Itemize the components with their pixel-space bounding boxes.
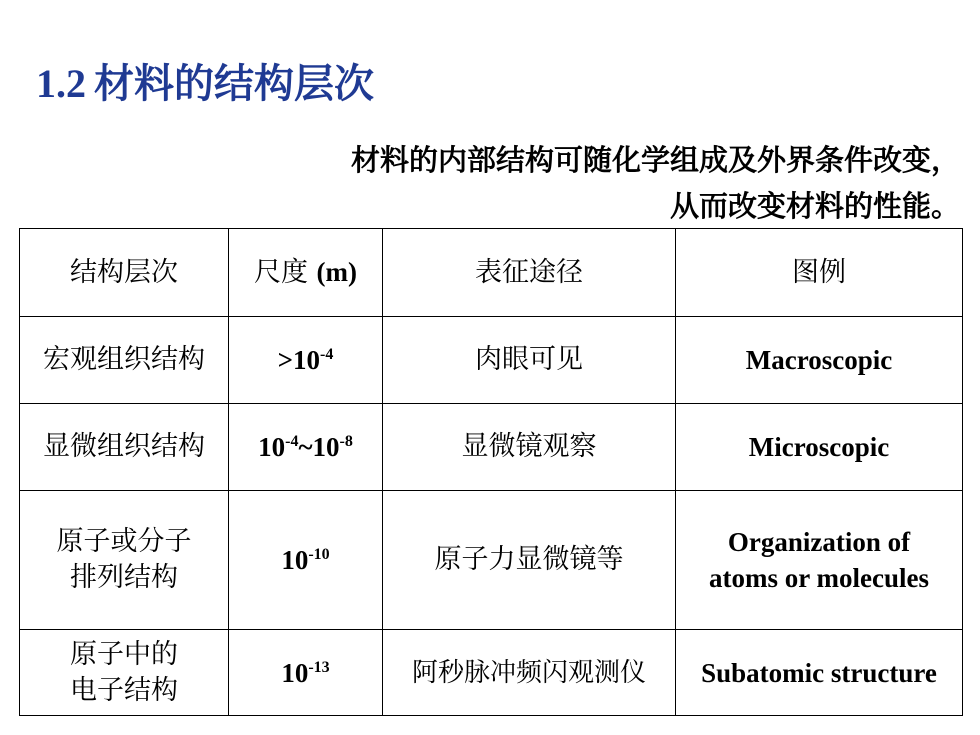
row-scale: $10^{-10}$ <box>229 491 383 630</box>
table-row <box>20 630 963 716</box>
header-scale-unit: (m) <box>316 257 358 287</box>
structure-levels-table <box>19 228 963 716</box>
row-level: 原子中的 电子结构 <box>20 630 229 716</box>
row-scale: $10^{-4}\sim 10^{-8}$ <box>229 404 383 491</box>
table-row <box>20 317 963 404</box>
table-row <box>20 404 963 491</box>
row-example: Organization of atoms or molecules <box>676 491 963 630</box>
row-scale: $10^{-13}$ <box>229 630 383 716</box>
row-scale: $>10^{-4}$ <box>229 317 383 404</box>
row-example: Macroscopic <box>676 317 963 404</box>
section-title: 材料的结构层次 <box>94 61 374 107</box>
row-example: Subatomic structure <box>676 630 963 716</box>
header-example: 图例 <box>676 229 963 317</box>
header-scale-label: 尺度 <box>253 257 308 288</box>
header-level: 结构层次 <box>20 229 229 317</box>
table-row <box>20 491 963 630</box>
table-header-row <box>20 229 963 317</box>
intro-line-1: 材料的内部结构可随化学组成及外界条件改变， <box>350 143 960 177</box>
row-method: 原子力显微镜等 <box>383 491 676 630</box>
row-method: 阿秒脉冲频闪观测仪 <box>383 630 676 716</box>
section-number: 1.2 <box>36 61 86 106</box>
row-method: 显微镜观察 <box>383 404 676 491</box>
row-example: Microscopic <box>676 404 963 491</box>
header-scale <box>229 229 383 317</box>
row-level: 原子或分子 排列结构 <box>20 491 229 630</box>
row-method: 肉眼可见 <box>383 317 676 404</box>
page-title <box>36 52 374 109</box>
header-method: 表征途径 <box>383 229 676 317</box>
row-level: 宏观组织结构 <box>20 317 229 404</box>
intro-text <box>351 137 960 229</box>
intro-line-2: 从而改变材料的性能。 <box>669 189 960 223</box>
row-level: 显微组织结构 <box>20 404 229 491</box>
